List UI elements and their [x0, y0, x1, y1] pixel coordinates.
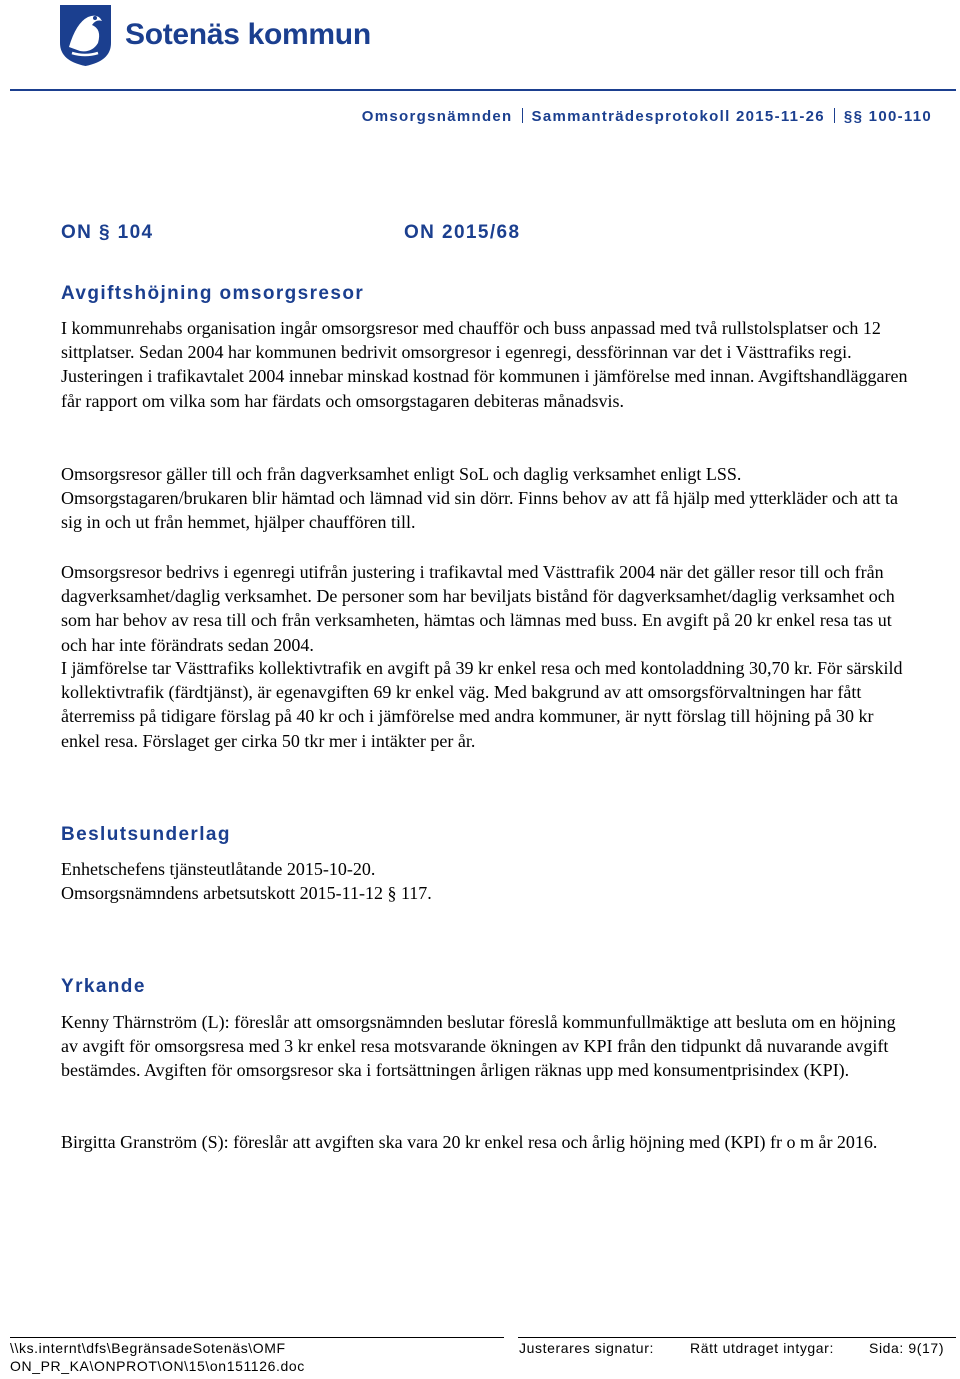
committee-name: Omsorgsnämnden — [361, 108, 513, 125]
body-paragraph: Omsorgsresor gäller till och från dagverksamhet enligt SoL och daglig verksamhet enligt LSS. Omsorgstagaren/brukaren blir hämtad och lämnad vid sin dörr. Finns behov av att få hjälp med ytterkläder och att ta sig in och ut från hemmet, hjälper chauffören till. — [61, 464, 898, 533]
protocol-header — [362, 108, 932, 125]
body-paragraph: I jämförelse tar Västtrafiks kollektivtrafik en avgift på 39 kr enkel resa och med kontoladdning 30,70 kr. För särskild kollektivtrafik (färdtjänst), är egenavgiften 69 kr enkel väg. Med bakgrund av att omsorgsförvaltningen har fått återremiss på tidigare förslag på 40 kr och i jämförelse med andra kommuner, är nytt förslag till höjning på 30 kr enkel resa. Förslaget ger cirka 50 tkr mer i intäkter per år. — [61, 658, 903, 751]
diary-number: ON 2015/68 — [404, 222, 521, 243]
page-title: Avgiftshöjning omsorgsresor — [61, 283, 365, 304]
footer-file-path: ON_PR_KA\ONPROT\ON\15\on151126.doc — [10, 1358, 305, 1374]
paragraph-number: ON § 104 — [61, 222, 154, 243]
header-separator — [522, 108, 523, 123]
page-number: Sida: 9(17) — [869, 1340, 945, 1356]
municipal-coat-of-arms-icon — [58, 3, 113, 67]
section-heading-beslutsunderlag: Beslutsunderlag — [61, 824, 231, 845]
protocol-title: Sammanträdesprotokoll 2015-11-26 — [531, 108, 825, 125]
list-item: Omsorgsnämndens arbetsutskott 2015-11-12 § 117. — [61, 883, 432, 903]
logo — [58, 3, 371, 67]
footer-rule — [10, 1337, 504, 1338]
paragraph-range: §§ 100-110 — [843, 108, 932, 125]
certification-label: Rätt utdraget intygar: — [690, 1340, 834, 1356]
body-paragraph: I kommunrehabs organisation ingår omsorgsresor med chaufför och buss anpassad med två rullstolsplatser och 12 sittplatser. Sedan 2004 har kommunen bedrivit omsorgresor i egenregi, dessförinnan var det i Västtrafiks regi. Justeringen i trafikavtalet 2004 innebar minskad kostnad för kommunen i jämförelse med innan. Avgiftshandläggaren får rapport om vilka som har färdats och omsorgstagaren debiteras månadsvis. — [61, 318, 908, 411]
header-rule — [10, 89, 956, 91]
list-item: Kenny Thärnström (L): föreslår att omsorgsnämnden beslutar föreslå kommunfullmäktige att besluta om en höjning av avgift för omsorgsresa med 3 kr enkel resa motsvarande ökningen av KPI från den tidpunkt då nuvarande avgift bestämdes. Avgiften för omsorgsresor ska i fortsättningen årligen räknas upp med konsumentprisindex (KPI). — [61, 1012, 896, 1081]
body-paragraph: Omsorgsresor bedrivs i egenregi utifrån justering i trafikavtal med Västtrafik 2004 när det gäller resor till och från dagverksamhet/daglig verksamhet. De personer som har beviljats bistånd för dagverksamhet/daglig verksamhet och som har behov av resa till och från verksamheten, hämtas och lämnas med buss. En avgift på 20 kr enkel resa tas ut och har inte förändrats sedan 2004. — [61, 562, 895, 655]
list-item: Enhetschefens tjänsteutlåtande 2015-10-20. — [61, 859, 376, 879]
footer-file-path: \\ks.internt\dfs\BegränsadeSotenäs\OMF — [10, 1340, 286, 1356]
signature-label: Justerares signatur: — [519, 1340, 654, 1356]
org-name: Sotenäs kommun — [125, 18, 371, 51]
list-item: Birgitta Granström (S): föreslår att avgiften ska vara 20 kr enkel resa och årlig höjning med (KPI) fr o m år 2016. — [61, 1132, 878, 1152]
footer-rule — [518, 1337, 956, 1338]
section-heading-yrkande: Yrkande — [61, 976, 146, 997]
header-separator — [834, 108, 835, 123]
